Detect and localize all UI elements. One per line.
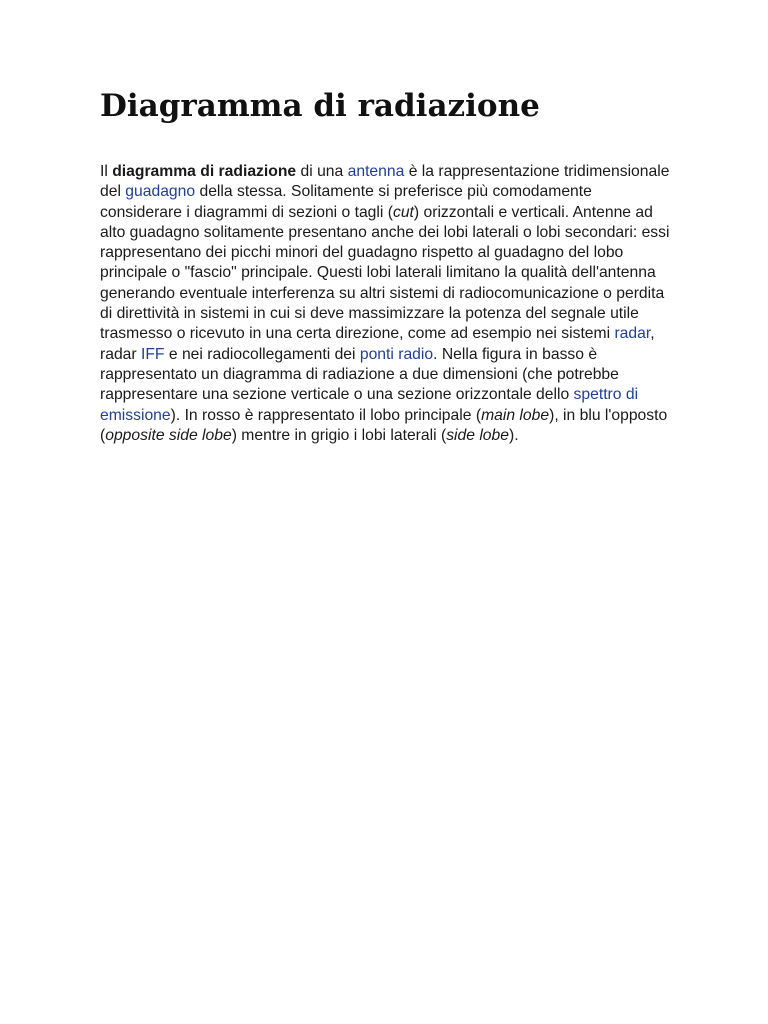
text-run: ) mentre in grigio i lobi laterali ( bbox=[231, 426, 447, 444]
italic-cut: cut bbox=[392, 203, 414, 221]
bold-term: diagramma di radiazione bbox=[112, 163, 297, 180]
text-run: ), in blu l'opposto ( bbox=[100, 406, 668, 444]
text-run: della stessa. Solitamente si preferisce più comodamente considerare i diagrammi di sezioni o tagli ( bbox=[100, 183, 592, 221]
text-run: è la rappresentazione tridimensionale del bbox=[100, 163, 670, 201]
link-iff[interactable]: IFF bbox=[140, 345, 165, 363]
page-title: Diagramma di radiazione bbox=[100, 88, 540, 124]
intro-paragraph bbox=[100, 162, 670, 446]
link-spettro-di-emissione[interactable]: spettro di emissione bbox=[100, 386, 639, 424]
text-run: Il bbox=[100, 163, 113, 180]
text-run: , radar bbox=[100, 325, 655, 363]
link-antenna[interactable]: antenna bbox=[347, 163, 405, 180]
text-run: e nei radiocollegamenti dei bbox=[164, 345, 360, 363]
italic-main-lobe: main lobe bbox=[481, 406, 550, 424]
text-run: ) orizzontali e verticali. Antenne ad alto guadagno solitamente presentano anche dei lobi laterali o lobi secondari: essi rappresentano dei picchi minori del guadagno rispetto al guadagno del lobo principale o "fascio" principale. Questi lobi laterali limitano la qualità dell'antenna generando eventuale interferenza su altri sistemi di radiocomunicazione o perdita di direttività in sistemi in cui si deve massimizzare la potenza del segnale utile trasmesso o ricevuto in una certa direzione, come ad esempio nei sistemi bbox=[100, 203, 670, 343]
text-run: ). In rosso è rappresentato il lobo principale ( bbox=[170, 406, 482, 424]
text-run: . Nella figura in basso è rappresentato un diagramma di radiazione a due dimensioni (che potrebbe rappresentare una sezione verticale o una sezione orizzontale dello bbox=[100, 345, 619, 404]
text-run: ). bbox=[508, 426, 519, 444]
link-radar[interactable]: radar bbox=[614, 325, 651, 343]
italic-side-lobe: side lobe bbox=[446, 426, 509, 444]
link-ponti-radio[interactable]: ponti radio bbox=[359, 345, 434, 363]
text-run: di una bbox=[296, 163, 348, 180]
link-guadagno[interactable]: guadagno bbox=[125, 183, 196, 201]
italic-opposite-side-lobe: opposite side lobe bbox=[105, 426, 232, 444]
